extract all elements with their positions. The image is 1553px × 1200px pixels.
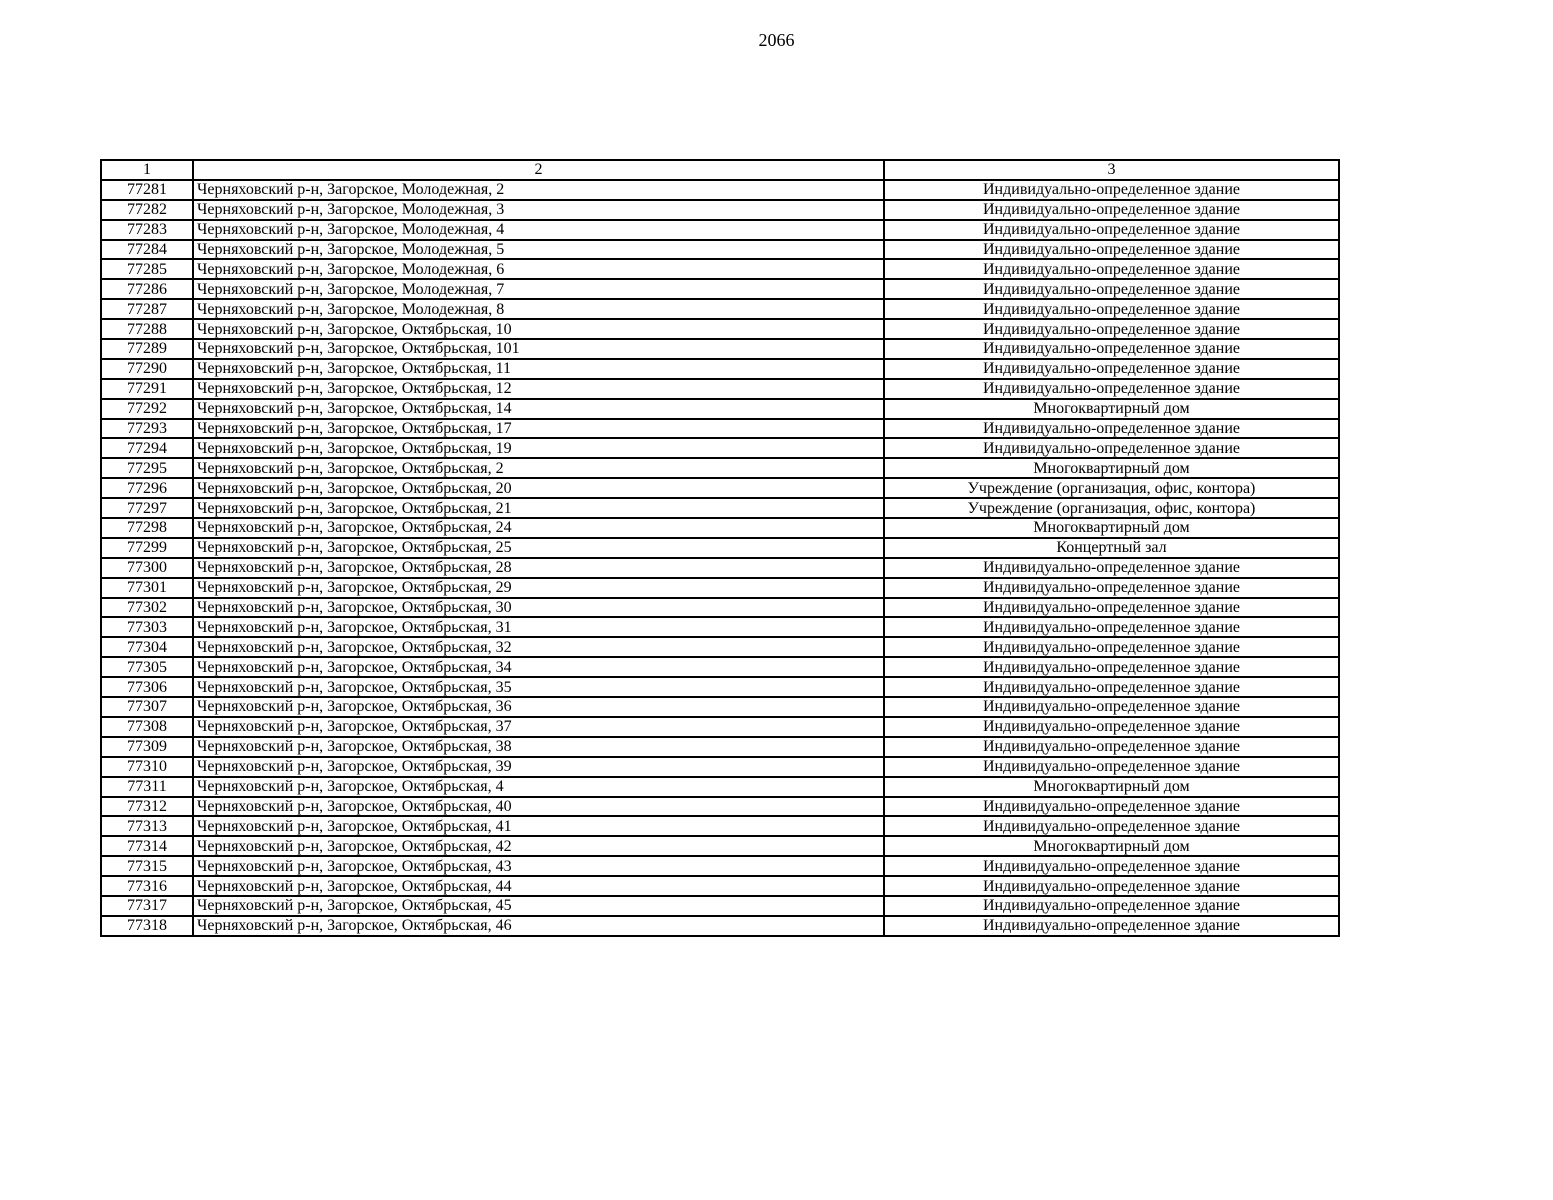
address-cell: Черняховский р-н, Загорское, Октябрьская, 10	[193, 319, 884, 339]
address-cell: Черняховский р-н, Загорское, Октябрьская, 39	[193, 757, 884, 777]
record-number-cell: 77287	[101, 299, 193, 319]
record-number-cell: 77286	[101, 279, 193, 299]
building-type-cell: Индивидуально-определенное здание	[884, 657, 1339, 677]
registry-table	[100, 159, 1340, 937]
table-row	[101, 677, 1339, 697]
building-type-cell: Концертный зал	[884, 538, 1339, 558]
table-row	[101, 558, 1339, 578]
address-cell: Черняховский р-н, Загорское, Молодежная, 6	[193, 259, 884, 279]
record-number-cell: 77306	[101, 677, 193, 697]
record-number-cell: 77282	[101, 200, 193, 220]
building-type-cell: Индивидуально-определенное здание	[884, 299, 1339, 319]
address-cell: Черняховский р-н, Загорское, Октябрьская, 4	[193, 777, 884, 797]
building-type-cell: Индивидуально-определенное здание	[884, 757, 1339, 777]
building-type-cell: Индивидуально-определенное здание	[884, 180, 1339, 200]
building-type-cell: Индивидуально-определенное здание	[884, 717, 1339, 737]
building-type-cell: Индивидуально-определенное здание	[884, 816, 1339, 836]
building-type-cell: Индивидуально-определенное здание	[884, 359, 1339, 379]
table-row	[101, 359, 1339, 379]
address-cell: Черняховский р-н, Загорское, Молодежная, 3	[193, 200, 884, 220]
address-cell: Черняховский р-н, Загорское, Октябрьская, 32	[193, 637, 884, 657]
building-type-cell: Многоквартирный дом	[884, 518, 1339, 538]
table-row	[101, 458, 1339, 478]
table-row	[101, 777, 1339, 797]
record-number-cell: 77304	[101, 637, 193, 657]
table-row	[101, 697, 1339, 717]
address-cell: Черняховский р-н, Загорское, Октябрьская, 17	[193, 419, 884, 439]
address-cell: Черняховский р-н, Загорское, Октябрьская, 19	[193, 438, 884, 458]
table-row	[101, 419, 1339, 439]
table-row	[101, 617, 1339, 637]
record-number-cell: 77290	[101, 359, 193, 379]
record-number-cell: 77296	[101, 478, 193, 498]
table-row	[101, 299, 1339, 319]
record-number-cell: 77308	[101, 717, 193, 737]
address-cell: Черняховский р-н, Загорское, Октябрьская, 12	[193, 379, 884, 399]
record-number-cell: 77312	[101, 797, 193, 817]
building-type-cell: Индивидуально-определенное здание	[884, 259, 1339, 279]
record-number-cell: 77310	[101, 757, 193, 777]
table-row	[101, 478, 1339, 498]
record-number-cell: 77313	[101, 816, 193, 836]
table-row	[101, 200, 1339, 220]
record-number-cell: 77305	[101, 657, 193, 677]
table-row	[101, 757, 1339, 777]
building-type-cell: Индивидуально-определенное здание	[884, 916, 1339, 936]
record-number-cell: 77299	[101, 538, 193, 558]
address-cell: Черняховский р-н, Загорское, Молодежная, 4	[193, 220, 884, 240]
table-row	[101, 717, 1339, 737]
building-type-cell: Учреждение (организация, офис, контора)	[884, 478, 1339, 498]
address-cell: Черняховский р-н, Загорское, Октябрьская, 2	[193, 458, 884, 478]
address-cell: Черняховский р-н, Загорское, Октябрьская, 11	[193, 359, 884, 379]
address-cell: Черняховский р-н, Загорское, Молодежная, 8	[193, 299, 884, 319]
table-row	[101, 339, 1339, 359]
table-row	[101, 916, 1339, 936]
record-number-cell: 77281	[101, 180, 193, 200]
building-type-cell: Индивидуально-определенное здание	[884, 896, 1339, 916]
table-row	[101, 598, 1339, 618]
building-type-cell: Индивидуально-определенное здание	[884, 220, 1339, 240]
building-type-cell: Индивидуально-определенное здание	[884, 598, 1339, 618]
address-cell: Черняховский р-н, Загорское, Молодежная, 7	[193, 279, 884, 299]
address-cell: Черняховский р-н, Загорское, Октябрьская, 30	[193, 598, 884, 618]
building-type-cell: Индивидуально-определенное здание	[884, 379, 1339, 399]
building-type-cell: Многоквартирный дом	[884, 836, 1339, 856]
address-cell: Черняховский р-н, Загорское, Октябрьская, 24	[193, 518, 884, 538]
table-row	[101, 856, 1339, 876]
table-row	[101, 896, 1339, 916]
table-row	[101, 259, 1339, 279]
building-type-cell: Многоквартирный дом	[884, 777, 1339, 797]
address-cell: Черняховский р-н, Загорское, Октябрьская, 45	[193, 896, 884, 916]
record-number-cell: 77289	[101, 339, 193, 359]
building-type-cell: Многоквартирный дом	[884, 458, 1339, 478]
address-cell: Черняховский р-н, Загорское, Октябрьская, 38	[193, 737, 884, 757]
table-row	[101, 498, 1339, 518]
record-number-cell: 77318	[101, 916, 193, 936]
building-type-cell: Индивидуально-определенное здание	[884, 737, 1339, 757]
address-cell: Черняховский р-н, Загорское, Октябрьская, 42	[193, 836, 884, 856]
building-type-cell: Индивидуально-определенное здание	[884, 438, 1339, 458]
table-row	[101, 518, 1339, 538]
table-row	[101, 379, 1339, 399]
table-row	[101, 578, 1339, 598]
address-cell: Черняховский р-н, Загорское, Октябрьская, 101	[193, 339, 884, 359]
record-number-cell: 77302	[101, 598, 193, 618]
record-number-cell: 77293	[101, 419, 193, 439]
record-number-cell: 77316	[101, 876, 193, 896]
building-type-cell: Индивидуально-определенное здание	[884, 876, 1339, 896]
table-row	[101, 657, 1339, 677]
building-type-cell: Индивидуально-определенное здание	[884, 339, 1339, 359]
building-type-cell: Индивидуально-определенное здание	[884, 200, 1339, 220]
building-type-cell: Индивидуально-определенное здание	[884, 617, 1339, 637]
record-number-cell: 77301	[101, 578, 193, 598]
building-type-cell: Индивидуально-определенное здание	[884, 240, 1339, 260]
record-number-cell: 77317	[101, 896, 193, 916]
table-row	[101, 279, 1339, 299]
address-cell: Черняховский р-н, Загорское, Октябрьская, 21	[193, 498, 884, 518]
address-cell: Черняховский р-н, Загорское, Октябрьская, 28	[193, 558, 884, 578]
building-type-cell: Учреждение (организация, офис, контора)	[884, 498, 1339, 518]
table-row	[101, 438, 1339, 458]
table-row	[101, 816, 1339, 836]
address-cell: Черняховский р-н, Загорское, Октябрьская, 20	[193, 478, 884, 498]
record-number-cell: 77291	[101, 379, 193, 399]
record-number-cell: 77297	[101, 498, 193, 518]
column-header-1: 1	[101, 160, 193, 180]
address-cell: Черняховский р-н, Загорское, Октябрьская, 36	[193, 697, 884, 717]
building-type-cell: Индивидуально-определенное здание	[884, 637, 1339, 657]
address-cell: Черняховский р-н, Загорское, Октябрьская, 34	[193, 657, 884, 677]
address-cell: Черняховский р-н, Загорское, Октябрьская, 40	[193, 797, 884, 817]
address-cell: Черняховский р-н, Загорское, Октябрьская, 29	[193, 578, 884, 598]
record-number-cell: 77300	[101, 558, 193, 578]
address-cell: Черняховский р-н, Загорское, Октябрьская, 25	[193, 538, 884, 558]
column-header-2: 2	[193, 160, 884, 180]
address-cell: Черняховский р-н, Загорское, Октябрьская, 44	[193, 876, 884, 896]
table-row	[101, 876, 1339, 896]
address-cell: Черняховский р-н, Загорское, Октябрьская, 46	[193, 916, 884, 936]
address-cell: Черняховский р-н, Загорское, Октябрьская, 35	[193, 677, 884, 697]
table-header-row	[101, 160, 1339, 180]
address-cell: Черняховский р-н, Загорское, Октябрьская, 14	[193, 399, 884, 419]
record-number-cell: 77283	[101, 220, 193, 240]
building-type-cell: Многоквартирный дом	[884, 399, 1339, 419]
record-number-cell: 77285	[101, 259, 193, 279]
record-number-cell: 77288	[101, 319, 193, 339]
building-type-cell: Индивидуально-определенное здание	[884, 319, 1339, 339]
table-row	[101, 737, 1339, 757]
building-type-cell: Индивидуально-определенное здание	[884, 558, 1339, 578]
table-body	[101, 160, 1339, 936]
address-cell: Черняховский р-н, Загорское, Молодежная, 2	[193, 180, 884, 200]
record-number-cell: 77294	[101, 438, 193, 458]
record-number-cell: 77315	[101, 856, 193, 876]
address-cell: Черняховский р-н, Загорское, Октябрьская, 31	[193, 617, 884, 637]
address-cell: Черняховский р-н, Загорское, Октябрьская, 41	[193, 816, 884, 836]
address-cell: Черняховский р-н, Загорское, Октябрьская, 43	[193, 856, 884, 876]
table-row	[101, 637, 1339, 657]
building-type-cell: Индивидуально-определенное здание	[884, 797, 1339, 817]
address-cell: Черняховский р-н, Загорское, Молодежная, 5	[193, 240, 884, 260]
record-number-cell: 77309	[101, 737, 193, 757]
building-type-cell: Индивидуально-определенное здание	[884, 697, 1339, 717]
table-row	[101, 538, 1339, 558]
building-type-cell: Индивидуально-определенное здание	[884, 279, 1339, 299]
table-row	[101, 220, 1339, 240]
column-header-3: 3	[884, 160, 1339, 180]
record-number-cell: 77311	[101, 777, 193, 797]
address-cell: Черняховский р-н, Загорское, Октябрьская, 37	[193, 717, 884, 737]
building-type-cell: Индивидуально-определенное здание	[884, 677, 1339, 697]
table-row	[101, 399, 1339, 419]
record-number-cell: 77314	[101, 836, 193, 856]
table-row	[101, 180, 1339, 200]
record-number-cell: 77307	[101, 697, 193, 717]
record-number-cell: 77292	[101, 399, 193, 419]
record-number-cell: 77284	[101, 240, 193, 260]
record-number-cell: 77303	[101, 617, 193, 637]
table-row	[101, 240, 1339, 260]
table-row	[101, 836, 1339, 856]
record-number-cell: 77295	[101, 458, 193, 478]
building-type-cell: Индивидуально-определенное здание	[884, 856, 1339, 876]
table-row	[101, 797, 1339, 817]
building-type-cell: Индивидуально-определенное здание	[884, 578, 1339, 598]
table-row	[101, 319, 1339, 339]
building-type-cell: Индивидуально-определенное здание	[884, 419, 1339, 439]
page-number: 2066	[758, 30, 795, 50]
record-number-cell: 77298	[101, 518, 193, 538]
